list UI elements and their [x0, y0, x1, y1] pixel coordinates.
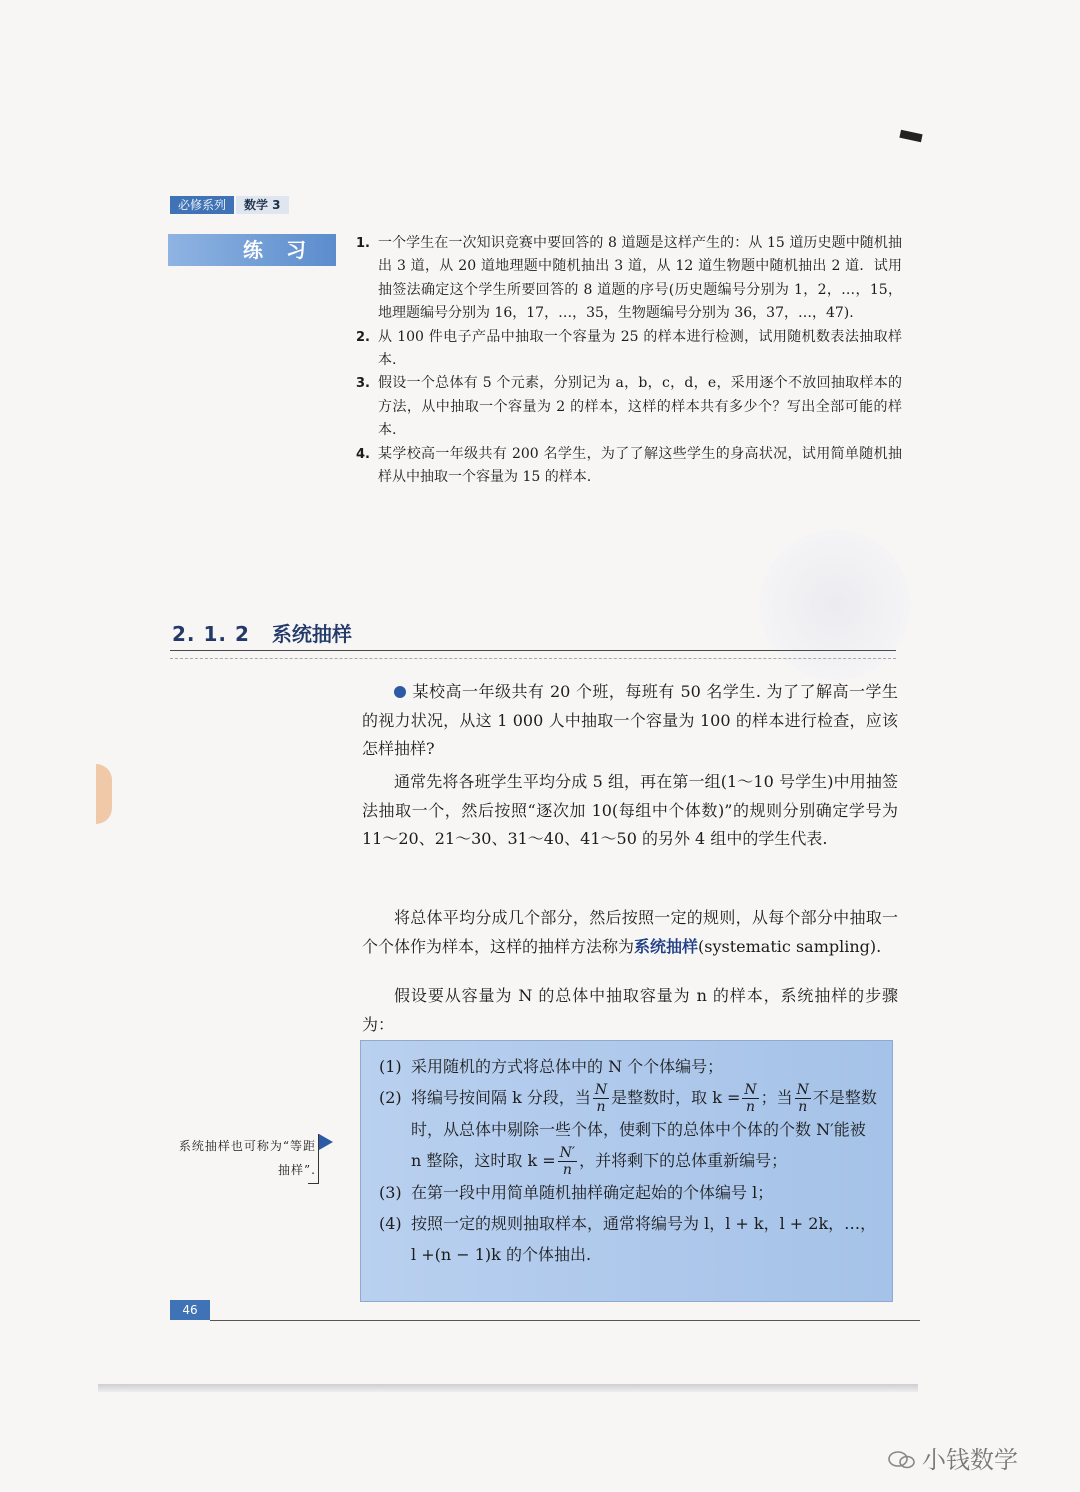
wechat-icon [888, 1450, 916, 1470]
fraction-denominator: n [746, 1099, 756, 1115]
steps-intro-paragraph: 假设要从容量为 N 的总体中抽取容量为 n 的样本，系统抽样的步骤为： [362, 986, 898, 1034]
page-edge-mark [96, 764, 112, 824]
step-text: 将编号按间隔 k 分段，当 [411, 1088, 591, 1107]
exercise-number: 2. [356, 329, 370, 345]
fraction-n-over-n [795, 1083, 811, 1114]
step-text: 在第一段中用简单随机抽样确定起始的个体编号 l； [411, 1183, 774, 1202]
section-name: 系统抽样 [271, 622, 352, 646]
definition-term: 系统抽样 [634, 936, 699, 956]
section-rule-dashed [170, 658, 896, 659]
exercise-text: 某学校高一年级共有 200 名学生，为了了解这些学生的身高状况，试用简单随机抽样从中抽取一个容量为 15 的样本. [378, 445, 902, 486]
exercise-number: 1. [356, 236, 370, 251]
exercise-item [356, 232, 902, 326]
fraction-denominator: n [562, 1162, 572, 1178]
step-number: (1) [379, 1057, 402, 1076]
series-badge: 必修系列 [170, 196, 234, 214]
fraction-numerator: N′ [559, 1145, 576, 1161]
exercise-number: 3. [356, 376, 370, 392]
step-number: (4) [379, 1214, 402, 1233]
question-text: 某校高一年级共有 20 个班，每班有 50 名学生. 为了了解高一学生的视力状况，从这 1 000 人中抽取一个容量为 100 的样本进行检查，应该怎样抽样? [362, 682, 898, 758]
exercise-list [356, 232, 902, 489]
fraction-denominator: n [596, 1099, 606, 1115]
question-paragraph [362, 678, 898, 764]
step-text: 采用随机的方式将总体中的 N 个个体编号； [411, 1057, 724, 1076]
exercise-item [356, 372, 902, 442]
section-number: 2. 1. 2 [172, 622, 250, 646]
section-title [172, 618, 352, 647]
step-text: 是整数时，取 k = [611, 1088, 741, 1107]
explanation-paragraph: 通常先将各班学生平均分成 5 组，再在第一组(1～10 号学生)中用抽签法抽取一个，然后按照“逐次加 10(每组中个体数)”的规则分别确定学号为 11～20、21～30、31～40、41～50 的另外 4 组中的学生代表. [362, 772, 898, 848]
flag-icon [319, 1134, 333, 1150]
watermark-text: 小钱数学 [922, 1446, 1018, 1474]
flag-foot [308, 1183, 319, 1184]
bullet-dot-icon [394, 686, 406, 698]
definition-text: 将总体平均分成几个部分，然后按照一定的规则，从每个部分中抽取一个个体作为样本，这样的抽样方法称为 [362, 908, 898, 956]
step-2 [379, 1082, 878, 1177]
step-number: (3) [379, 1183, 402, 1202]
fraction-denominator: n [798, 1099, 808, 1115]
exercise-text: 从 100 件电子产品中抽取一个容量为 25 的样本进行检测，试用随机数表法抽取样本. [378, 328, 902, 369]
step-number: (2) [379, 1088, 402, 1107]
exercise-item [356, 443, 902, 490]
step-text: 不是整数时，从总体中剔除一些个体，使剩下的总体中个体的个数 N′能被 n 整除，这时取 k = [411, 1088, 877, 1170]
exercise-text: 一个学生在一次知识竞赛中要回答的 8 道题是这样产生的：从 15 道历史题中随机抽出 3 道，从 20 道地理题中随机抽出 3 道，从 12 道生物题中随机抽出 2 道．试用抽签法确定这个学生所要回答的 8 道题的序号(历史题编号分别为 1，2，…，15，地理题编号分别为 16，17，…，35，生物题编号分别为 36，37，…，47). [378, 235, 902, 322]
definition-english: (systematic sampling). [698, 936, 882, 956]
exercise-text: 假设一个总体有 5 个元素，分别记为 a，b，c，d，e，采用逐个不放回抽取样本的方法，从中抽取一个容量为 2 的样本，这样的样本共有多少个？写出全部可能的样本. [378, 375, 902, 439]
footer-rule [210, 1320, 920, 1321]
practice-tag: 练 习 [168, 234, 336, 266]
steps-box [360, 1040, 893, 1302]
page-number: 46 [170, 1300, 210, 1320]
fraction-nprime-over-n [558, 1146, 577, 1177]
corner-mark [899, 130, 922, 142]
definition-paragraph [362, 904, 898, 961]
step-4 [379, 1208, 878, 1270]
fraction-numerator: N [744, 1082, 757, 1098]
exercise-number: 4. [356, 446, 370, 462]
section-rule [170, 650, 896, 651]
page-edge-shadow [98, 1384, 918, 1392]
step-text: ，并将剩下的总体重新编号； [579, 1151, 788, 1170]
book-label: 数学 3 [236, 196, 289, 214]
fraction-numerator: N [796, 1082, 809, 1098]
exercise-item [356, 326, 902, 373]
fraction-n-over-n [593, 1083, 609, 1114]
step-text: 按照一定的规则抽取样本，通常将编号为 l，l + k，l + 2k，…，l +(n − 1)k 的个体抽出. [411, 1214, 877, 1264]
watermark [888, 1440, 1018, 1475]
step-text: ；当 [760, 1088, 793, 1107]
step-3 [379, 1177, 878, 1208]
fraction-numerator: N [594, 1082, 608, 1098]
step-1 [379, 1051, 878, 1082]
fraction-n-over-n [742, 1083, 758, 1114]
margin-note: 系统抽样也可称为“等距抽样”. [178, 1139, 316, 1177]
